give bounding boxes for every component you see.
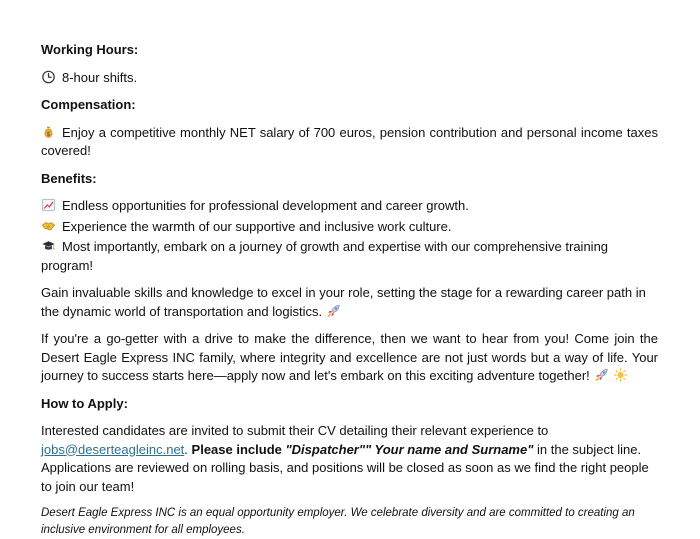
chart-increasing-icon [41,198,56,212]
benefits-heading: Benefits: [41,170,97,186]
working-hours-heading: Working Hours: [41,42,139,57]
call-to-action-paragraph [41,330,658,386]
benefit-item [41,218,658,237]
rocket-icon [326,304,341,318]
rolling-basis-text: Applications are reviewed on rolling basis, and positions will be closed as soon as we find the right people to join our team! [41,460,649,494]
benefit-text: Endless opportunities for professional development and career growth. [62,198,469,213]
subject-line-text: "Dispatcher"" Your name and Surname" [285,441,534,457]
money-bag-icon [41,125,56,139]
working-hours-text: 8-hour shifts. [62,69,138,85]
email-period: . [184,441,188,457]
benefit-item [41,197,658,216]
rocket-icon [594,368,609,382]
handshake-icon [41,219,56,233]
svg-text:$: $ [46,130,51,138]
working-hours-line [41,69,658,88]
how-to-apply-intro: Interested candidates are invited to submit their CV detailing their relevant experience to [41,423,549,438]
compensation-heading: Compensation: [41,97,136,112]
how-to-apply-heading: How to Apply: [41,395,128,411]
job-posting-body [41,41,658,539]
application-email-link[interactable]: jobs@deserteagleinc.net [41,441,185,457]
skills-paragraph [41,284,658,321]
clock-icon [41,70,56,84]
skills-text: Gain invaluable skills and knowledge to excel in your role, setting the stage for a rewarding career path in the dynamic world of transportation and logistics. [41,285,646,319]
benefit-text: Experience the warmth of our supportive and inclusive work culture. [62,218,452,234]
equal-opportunity-statement: Desert Eagle Express INC is an equal opportunity employer. We celebrate diversity and are committed to creating an inclusive environment for all employees. [41,507,635,536]
compensation-line [41,124,658,161]
graduation-cap-icon [41,239,56,253]
subject-line-suffix: in the subject line. [537,441,642,457]
please-include-text: Please include [191,441,282,457]
sun-icon [613,368,628,382]
benefit-item [41,238,658,275]
benefit-text: Most importantly, embark on a journey of growth and expertise with our comprehensive training program! [41,239,609,273]
how-to-apply-paragraph [41,422,658,496]
compensation-text: Enjoy a competitive monthly NET salary of 700 euros, pension contribution and personal income taxes covered! [41,124,658,158]
call-to-action-text: If you're a go-getter with a drive to make the difference, then we want to hear from you! Come join the Desert Eagle Express INC family, where integrity and excellence are not just words but a way of life. Your journey to success starts here—apply now and let's embark on this exciting adventure together! [41,331,658,383]
